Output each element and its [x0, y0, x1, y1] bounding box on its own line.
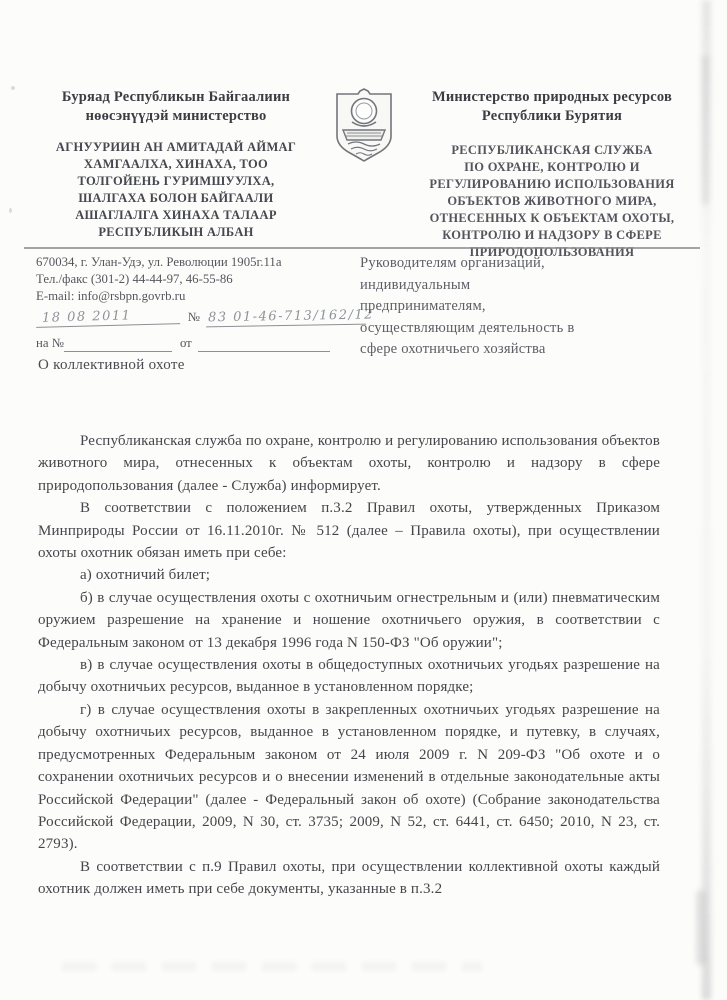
address-line: 670034, г. Улан-Удэ, ул. Революции 1905г.11а: [36, 255, 282, 269]
org-caps-line: РЕСПУБЛИКЫН АЛБАН: [98, 225, 254, 239]
header-divider: [24, 247, 700, 249]
email-line: [36, 288, 366, 305]
recipient-line: осуществляющим деятельность в: [360, 319, 575, 336]
handwritten-number: 83 01-46-713/162/12: [207, 307, 375, 326]
org-caps-service: [406, 142, 698, 261]
recipient-line: предпринимателям,: [360, 298, 486, 315]
recipient-block: [360, 253, 676, 361]
email-value: info@rsbpn.govrb.ru: [77, 289, 186, 303]
on-number-label: на №: [36, 336, 64, 350]
org-caps-line: ШАЛГАХА БОЛОН БАЙГААЛИ: [78, 191, 274, 205]
from-label: от: [179, 336, 192, 350]
coat-of-arms-buryatia-icon: [322, 88, 406, 261]
org-caps-line: ТОЛГОЙЕНЬ ГУРИМШУУЛХА,: [77, 174, 275, 188]
org-caps-line: ХАМГААЛХА, ХИНАХА, ТОО: [83, 157, 269, 171]
date-number-row: [36, 307, 375, 326]
letter-body: [38, 430, 660, 901]
paragraph: В соответствии с положением п.3.2 Правил охоты, утвержденных Приказом Минприроды России от 16.11.2010г. № 512 (далее – Правила охоты), при осуществлении охоты охотник обязан иметь при себе:: [38, 500, 660, 562]
recipient-line: индивидуальным: [360, 276, 471, 293]
incoming-date-field: [198, 334, 330, 352]
scan-speck: [11, 86, 15, 90]
org-caps-line: КОНТРОЛЮ И НАДЗОРУ В СФЕРЕ: [442, 228, 662, 242]
paragraph: В соответствии с п.9 Правил охоты, при осуществлении коллективной охоты каждый охотник должен иметь при себе документы, указанные в п.3.2: [38, 858, 660, 898]
paragraph: в) в случае осуществления охоты в общедоступных охотничьих угодьях разрешение на добычу охотничьих ресурсов, выданное в установленном порядке;: [38, 657, 660, 696]
org-name-line: Министерство природных ресурсов: [431, 89, 673, 105]
scan-smudge: [702, 55, 709, 205]
org-block-buryat: [30, 88, 322, 261]
org-name-buryat: [30, 88, 322, 126]
org-block-ministry: [406, 88, 698, 261]
letterhead: [30, 88, 698, 261]
number-label: №: [187, 310, 200, 324]
phone-line: Тел./факс (301-2) 44-44-97, 46-55-86: [36, 272, 233, 286]
paragraph: б) в случае осуществления охоты с охотничьим огнестрельным и (или) пневматическим оружием разрешение на хранение и ношение охотничьего оружия, в соответствии с Федеральным законом от 13 декабря 1996 года N 150-ФЗ "Об оружии";: [38, 589, 660, 651]
paragraph: а) охотничий билет;: [80, 567, 211, 584]
org-name-line: Буряад Республикын Байгаалиин: [61, 89, 291, 105]
org-caps-line: АГНУУРИИН АН АМИТАДАЙ АЙМАГ: [55, 140, 297, 154]
paragraph: Республиканская служба по охране, контролю и регулированию использования объектов животного мира, отнесенных к объектам охоты, контролю и надзору в сфере природопользования (далее - Служба) информирует.: [38, 433, 660, 494]
incoming-ref-row: [36, 334, 366, 352]
org-name-line: нөөсэнүүдэй министерство: [85, 108, 267, 124]
recipient-line: Руководителям организаций,: [360, 255, 545, 271]
org-caps-line: ПО ОХРАНЕ, КОНТРОЛЮ И: [464, 160, 640, 174]
outgoing-number-field: [206, 307, 375, 328]
incoming-number-field: [64, 334, 172, 352]
contact-block: [36, 254, 375, 352]
subject-line: О коллективной охоте: [38, 357, 185, 373]
paragraph: г) в случае осуществления охоты в закрепленных охотничьих угодьях разрешение на добычу охотничьих ресурсов, выданное в установленном порядке, и путевку, в случаях, предусмотренных Федеральным законом от 24 июля 2009 г. N 209-ФЗ "Об охоте и о сохранении охотничьих ресурсов и о внесении изменений в отдельные законодательные акты Российской Федерации" (далее - Федеральный закон об охоте) (Собрание законодательства Российской Федерации, 2009, N 30, ст. 3735; 2009, N 52, ст. 6441, ст. 6450; 2010, N 23, ст. 2793).: [38, 701, 660, 853]
org-name-line: Республики Бурятия: [481, 108, 623, 124]
org-caps-buryat: [30, 139, 322, 241]
org-name-ministry: [406, 88, 698, 126]
org-caps-line: РЕСПУБЛИКАНСКАЯ СЛУЖБА: [451, 143, 653, 157]
scan-smudge: [696, 890, 705, 965]
org-caps-line: ПРИРОДОПОЛЬЗОВАНИЯ: [469, 245, 635, 259]
org-caps-line: ОБЪЕКТОВ ЖИВОТНОГО МИРА,: [447, 194, 657, 208]
handwritten-date: 18 08 2011: [41, 308, 132, 326]
org-caps-line: АШАГЛАЛГА ХИНАХА ТАЛААР: [75, 208, 277, 222]
bleed-through-text: [62, 962, 482, 971]
email-label: E-mail:: [36, 289, 75, 303]
org-caps-line: РЕГУЛИРОВАНИЮ ИСПОЛЬЗОВАНИЯ: [429, 177, 675, 191]
recipient-line: сфере охотничьего хозяйства: [360, 341, 546, 358]
scan-speck: [9, 208, 12, 213]
date-field: [36, 306, 180, 328]
org-caps-line: ОТНЕСЕННЫХ К ОБЪЕКТАМ ОХОТЫ,: [429, 211, 675, 225]
